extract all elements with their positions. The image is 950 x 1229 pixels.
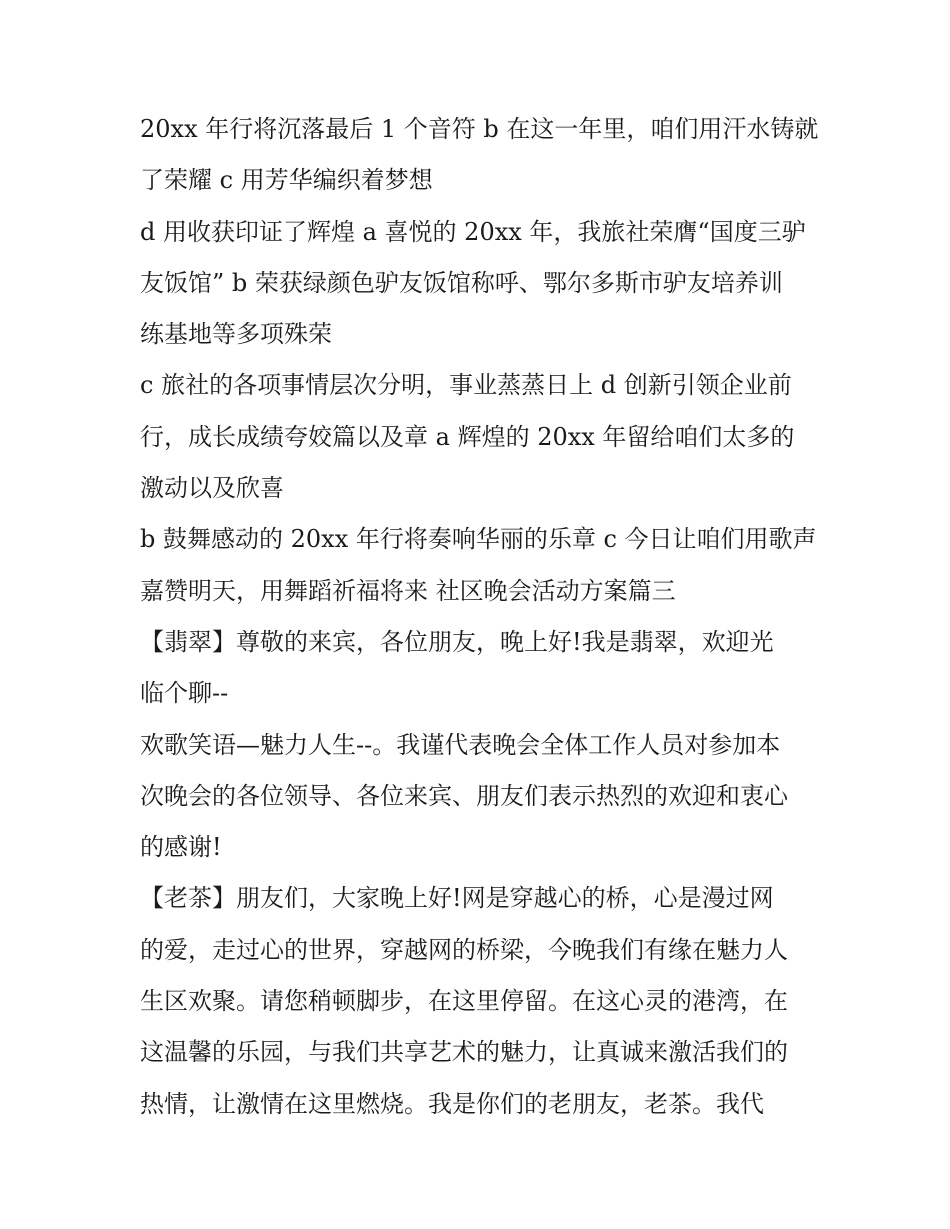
text-line: 次晚会的各位领导、各位来宾、朋友们表示热烈的欢迎和衷心 xyxy=(140,781,788,810)
text-line: 临个聊-- xyxy=(140,679,229,708)
text-line: d 用收获印证了辉煌 a 喜悦的 20xx 年，我旅社荣膺“国度三驴 xyxy=(140,217,806,246)
text-line: 这温馨的乐园，与我们共享艺术的魅力，让真诚来激活我们的 xyxy=(140,1038,788,1067)
text-line: 激动以及欣喜 xyxy=(140,474,284,503)
text-line: 练基地等多项殊荣 xyxy=(140,320,332,349)
text-line: 嘉赞明天，用舞蹈祈福将来 社区晚会活动方案篇三 xyxy=(140,576,676,605)
text-line: 【翡翠】尊敬的来宾，各位朋友，晚上好!我是翡翠，欢迎光 xyxy=(140,627,774,656)
text-line: 的感谢! xyxy=(140,833,222,862)
document-body xyxy=(140,104,820,1130)
text-line: 友饭馆” b 荣获绿颜色驴友饭馆称呼、鄂尔多斯市驴友培养训 xyxy=(140,268,783,297)
text-line: 欢歌笑语—魅力人生--。我谨代表晚会全体工作人员对参加本 xyxy=(140,730,781,759)
text-line: 【老茶】朋友们，大家晚上好!网是穿越心的桥，心是漫过网 xyxy=(140,884,774,913)
text-line: c 旅社的各项事情层次分明，事业蒸蒸日上 d 创新引领企业前 xyxy=(140,371,792,400)
text-line: 行，成长成绩夸姣篇以及章 a 辉煌的 20xx 年留给咱们太多的 xyxy=(140,422,795,451)
text-line: 20xx 年行将沉落最后 1 个音符 b 在这一年里，咱们用汗水铸就 xyxy=(140,115,819,143)
text-line: 生区欢聚。请您稍顿脚步，在这里停留。在这心灵的港湾，在 xyxy=(140,987,788,1016)
text-line: 的爱，走过心的世界，穿越网的桥梁，今晚我们有缘在魅力人 xyxy=(140,935,788,964)
text-line: 热情，让激情在这里燃烧。我是你们的老朋友，老茶。我代 xyxy=(140,1089,764,1118)
text-line: b 鼓舞感动的 20xx 年行将奏响华丽的乐章 c 今日让咱们用歌声 xyxy=(140,525,817,554)
text-line: 了荣耀 c 用芳华编织着梦想 xyxy=(140,166,433,195)
